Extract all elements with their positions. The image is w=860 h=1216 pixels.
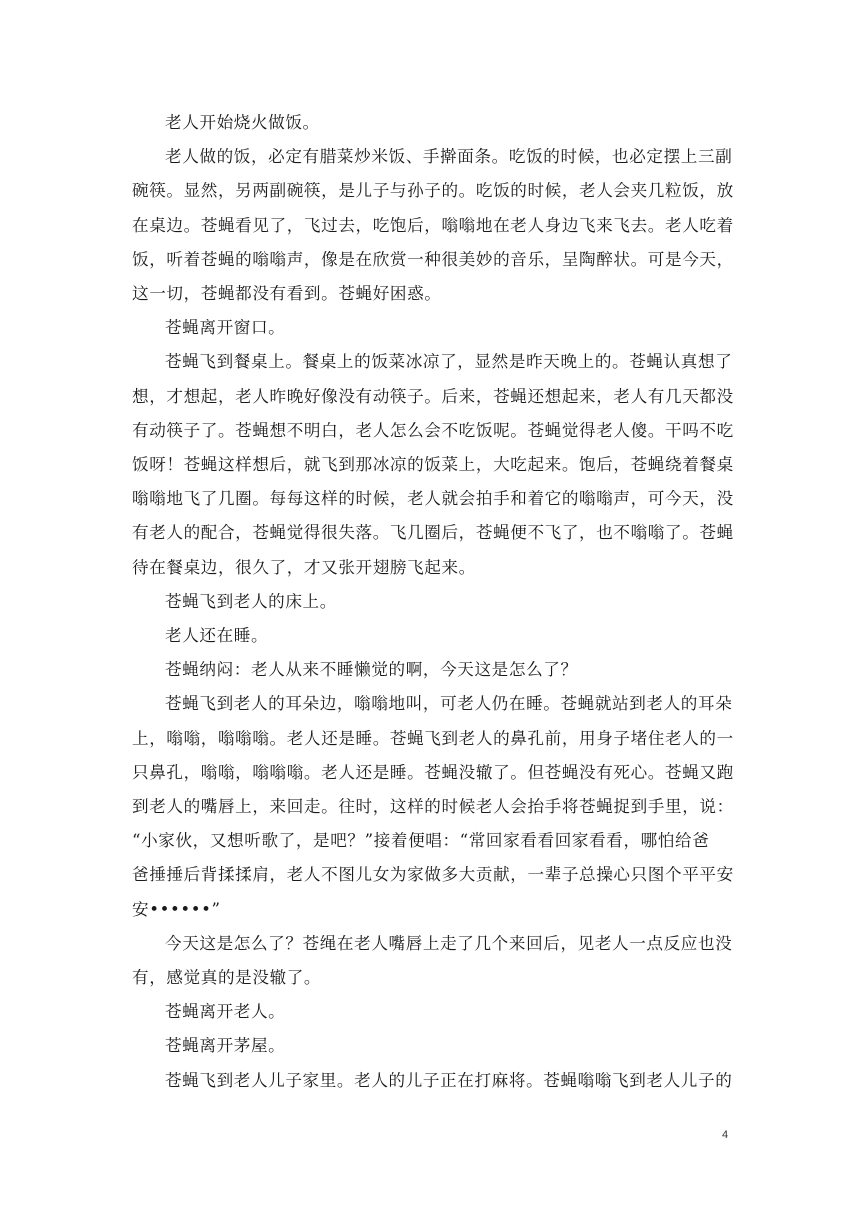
page-number: 4 bbox=[722, 1129, 729, 1141]
paragraph: 苍蝇离开窗口。 bbox=[165, 318, 286, 338]
paragraph: 苍蝇飞到老人儿子家里。老人的儿子正在打麻将。苍蝇嗡嗡飞到老人儿子的 bbox=[165, 1070, 733, 1090]
paragraph: 老人还在睡。 bbox=[165, 626, 269, 646]
body-text bbox=[132, 106, 734, 1098]
paragraph: 老人做的饭，必定有腊菜炒米饭、手擀面条。吃饭的时候，也必定摆上三副 碗筷。显然，另两副碗筷，是儿子与孙子的。吃饭的时候，老人会夹几粒饭，放 在桌边。苍蝇看见了，飞过去，吃饱后，嗡嗡地在老人身边飞来飞去。老人吃着 饭，听着苍蝇的嗡嗡声，像是在欣赏一种很美妙的音乐，呈陶醉状。可是今天， 这一切，苍蝇都没有看到。苍蝇好困惑。 bbox=[132, 147, 734, 304]
paragraph: 苍蝇纳闷：老人从来不睡懒觉的啊，今天这是怎么了？ bbox=[165, 660, 578, 680]
paragraph: 今天这是怎么了？苍绳在老人嘴唇上走了几个来回后，见老人一点反应也没 有，感觉真的是没辙了。 bbox=[132, 933, 733, 988]
paragraph: 苍蝇飞到老人的床上。 bbox=[165, 591, 337, 611]
paragraph: 苍蝇飞到老人的耳朵边，嗡嗡地叫，可老人仍在睡。苍蝇就站到老人的耳朵 上，嗡嗡，嗡嗡嗡。老人还是睡。苍蝇飞到老人的鼻孔前，用身子堵住老人的一 只鼻孔，嗡嗡，嗡嗡嗡。老人还是睡。苍蝇没辙了。但苍蝇没有死心。苍蝇又跑 到老人的嘴唇上，来回走。往时，这样的时候老人会抬手将苍蝇捉到手里，说： “小家伙，又想听歌了，是吧？”接着便唱：“常回家看看回家看看，哪怕给爸 爸捶捶后背揉揉肩，老人不图儿女为家做多大贡献，一辈子总操心只图个平平安 安••••••” bbox=[132, 694, 734, 919]
paragraph: 老人开始烧火做饭。 bbox=[165, 113, 320, 132]
paragraph: 苍蝇离开老人。 bbox=[165, 1002, 286, 1022]
paragraph: 苍蝇离开茅屋。 bbox=[165, 1036, 286, 1056]
paragraph: 苍蝇飞到餐桌上。餐桌上的饭菜冰凉了，显然是昨天晚上的。苍蝇认真想了 想，才想起，老人昨晚好像没有动筷子。后来，苍蝇还想起来，老人有几天都没 有动筷子了。苍蝇想不明白，老人怎么会不吃饭呢。苍蝇觉得老人傻。干吗不吃 饭呀！苍蝇这样想后，就飞到那冰凉的饭菜上，大吃起来。饱后，苍蝇绕着餐桌 嗡嗡地飞了几圈。每每这样的时候，老人就会拍手和着它的嗡嗡声，可今天，没 有老人的配合，苍蝇觉得很失落。飞几圈后，苍蝇便不飞了，也不嗡嗡了。苍蝇 待在餐桌边，很久了，才又张开翅膀飞起来。 bbox=[132, 352, 734, 577]
